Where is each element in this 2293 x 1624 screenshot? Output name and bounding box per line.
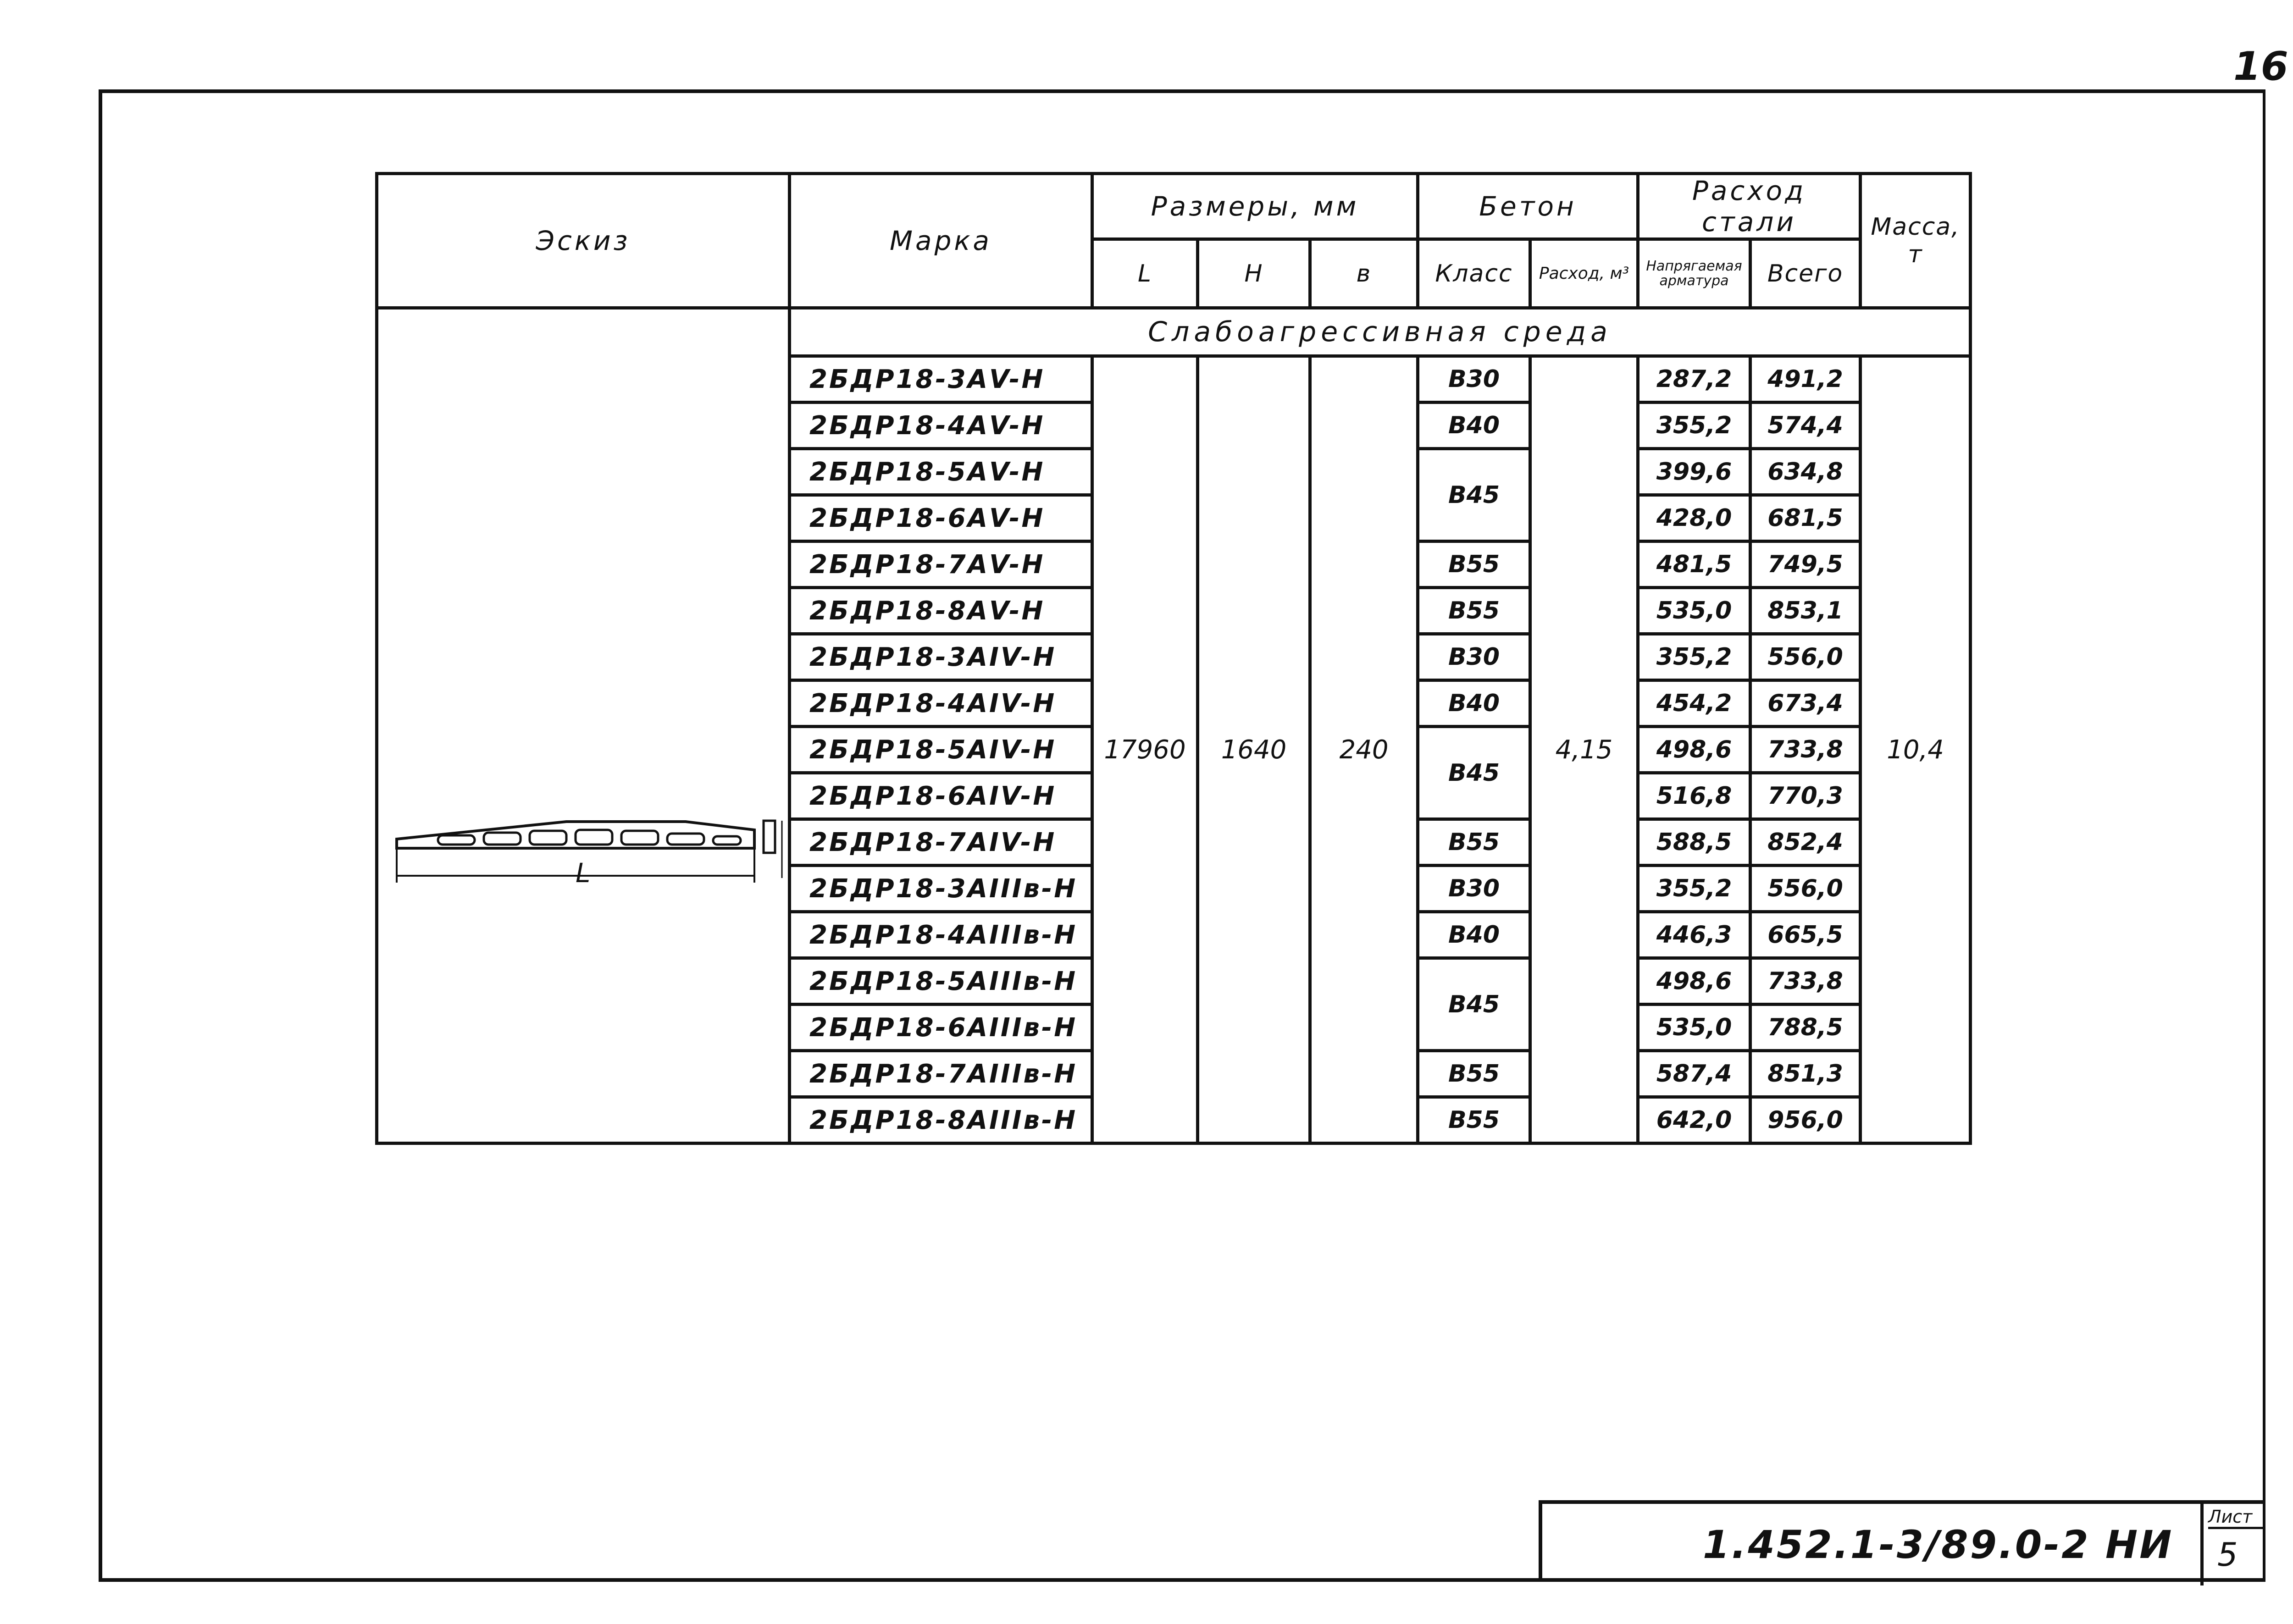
class-cell: В45 xyxy=(1418,958,1530,1051)
total-cell: 556,0 xyxy=(1750,866,1861,912)
prestressed-cell: 399,6 xyxy=(1638,449,1750,495)
prestressed-cell: 535,0 xyxy=(1638,1005,1750,1051)
class-cell: В30 xyxy=(1418,356,1530,403)
header-concrete-volume: Расход, м³ xyxy=(1530,239,1638,308)
total-cell: 770,3 xyxy=(1750,773,1861,819)
header-steel-prestressed: Напрягаемая арматура xyxy=(1638,239,1750,308)
header-steel-total: Всего xyxy=(1750,239,1861,308)
mark-cell: 2БДР18-4АIV-Н xyxy=(790,680,1092,727)
prestressed-cell: 481,5 xyxy=(1638,541,1750,588)
class-cell: В55 xyxy=(1418,819,1530,866)
mark-cell: 2БДР18-3АIV-Н xyxy=(790,634,1092,680)
total-cell: 853,1 xyxy=(1750,588,1861,634)
class-cell: В40 xyxy=(1418,912,1530,958)
sheet-box xyxy=(2200,1504,2269,1585)
total-cell: 852,4 xyxy=(1750,819,1861,866)
class-cell: В45 xyxy=(1418,449,1530,541)
prestressed-cell: 498,6 xyxy=(1638,727,1750,773)
header-dim-l: L xyxy=(1092,239,1198,308)
mark-cell: 2БДР18-5АIV-Н xyxy=(790,727,1092,773)
dim-l-cell: 17960 xyxy=(1092,356,1198,1143)
mark-cell: 2БДР18-3АV-Н xyxy=(790,356,1092,403)
class-cell: В55 xyxy=(1418,541,1530,588)
total-cell: 681,5 xyxy=(1750,495,1861,541)
prestressed-cell: 642,0 xyxy=(1638,1097,1750,1143)
prestressed-cell: 535,0 xyxy=(1638,588,1750,634)
total-cell: 851,3 xyxy=(1750,1051,1861,1097)
prestressed-cell: 588,5 xyxy=(1638,819,1750,866)
class-cell: В45 xyxy=(1418,727,1530,819)
class-cell: В40 xyxy=(1418,680,1530,727)
document-code: 1.452.1-3/89.0-2 НИ xyxy=(1703,1522,2174,1567)
sketch-length-label: L xyxy=(576,857,591,889)
prestressed-cell: 446,3 xyxy=(1638,912,1750,958)
header-sketch: Эскиз xyxy=(377,174,790,308)
sheet-number: 5 xyxy=(2217,1536,2238,1574)
mark-cell: 2БДР18-6АIV-Н xyxy=(790,773,1092,819)
total-cell: 673,4 xyxy=(1750,680,1861,727)
volume-cell: 4,15 xyxy=(1530,356,1638,1143)
mark-cell: 2БДР18-7АV-Н xyxy=(790,541,1092,588)
prestressed-cell: 498,6 xyxy=(1638,958,1750,1005)
header-mark: Марка xyxy=(790,174,1092,308)
total-cell: 665,5 xyxy=(1750,912,1861,958)
beam-sketch xyxy=(392,812,791,903)
class-cell: В30 xyxy=(1418,866,1530,912)
prestressed-cell: 516,8 xyxy=(1638,773,1750,819)
mark-cell: 2БДР18-4АIIIв-Н xyxy=(790,912,1092,958)
total-cell: 956,0 xyxy=(1750,1097,1861,1143)
class-cell: В55 xyxy=(1418,1051,1530,1097)
prestressed-cell: 355,2 xyxy=(1638,634,1750,680)
mark-cell: 2БДР18-6АIIIв-Н xyxy=(790,1005,1092,1051)
total-cell: 491,2 xyxy=(1750,356,1861,403)
header-dim-h: H xyxy=(1198,239,1310,308)
total-cell: 634,8 xyxy=(1750,449,1861,495)
total-cell: 574,4 xyxy=(1750,403,1861,449)
sheet-label: Лист xyxy=(2208,1507,2263,1529)
prestressed-cell: 587,4 xyxy=(1638,1051,1750,1097)
class-cell: В40 xyxy=(1418,403,1530,449)
title-block xyxy=(1539,1500,2265,1582)
header-dim-b: в xyxy=(1310,239,1418,308)
class-cell: В55 xyxy=(1418,1097,1530,1143)
header-concrete-class: Класс xyxy=(1418,239,1530,308)
spec-table xyxy=(375,172,1972,1145)
header-concrete: Бетон xyxy=(1418,174,1638,239)
header-mass: Масса, т xyxy=(1861,174,1971,308)
environment-row: Слабоагрессивная среда xyxy=(790,308,1971,356)
mark-cell: 2БДР18-3АIIIв-Н xyxy=(790,866,1092,912)
prestressed-cell: 355,2 xyxy=(1638,403,1750,449)
mark-cell: 2БДР18-6АV-Н xyxy=(790,495,1092,541)
page-number: 16 xyxy=(2233,44,2288,89)
mark-cell: 2БДР18-8АV-Н xyxy=(790,588,1092,634)
total-cell: 556,0 xyxy=(1750,634,1861,680)
prestressed-cell: 428,0 xyxy=(1638,495,1750,541)
mark-cell: 2БДР18-8АIIIв-Н xyxy=(790,1097,1092,1143)
sketch-cell xyxy=(377,308,790,1143)
mass-cell: 10,4 xyxy=(1861,356,1971,1143)
dim-h-cell: 1640 xyxy=(1198,356,1310,1143)
mark-cell: 2БДР18-7АIV-Н xyxy=(790,819,1092,866)
mark-cell: 2БДР18-7АIIIв-Н xyxy=(790,1051,1092,1097)
dim-b-cell: 240 xyxy=(1310,356,1418,1143)
prestressed-cell: 355,2 xyxy=(1638,866,1750,912)
total-cell: 733,8 xyxy=(1750,727,1861,773)
prestressed-cell: 454,2 xyxy=(1638,680,1750,727)
total-cell: 788,5 xyxy=(1750,1005,1861,1051)
mark-cell: 2БДР18-5АIIIв-Н xyxy=(790,958,1092,1005)
mark-cell: 2БДР18-4АV-Н xyxy=(790,403,1092,449)
total-cell: 733,8 xyxy=(1750,958,1861,1005)
class-cell: В55 xyxy=(1418,588,1530,634)
header-steel: Расход стали xyxy=(1638,174,1861,239)
header-dimensions: Размеры, мм xyxy=(1092,174,1418,239)
mark-cell: 2БДР18-5АV-Н xyxy=(790,449,1092,495)
total-cell: 749,5 xyxy=(1750,541,1861,588)
prestressed-cell: 287,2 xyxy=(1638,356,1750,403)
class-cell: В30 xyxy=(1418,634,1530,680)
